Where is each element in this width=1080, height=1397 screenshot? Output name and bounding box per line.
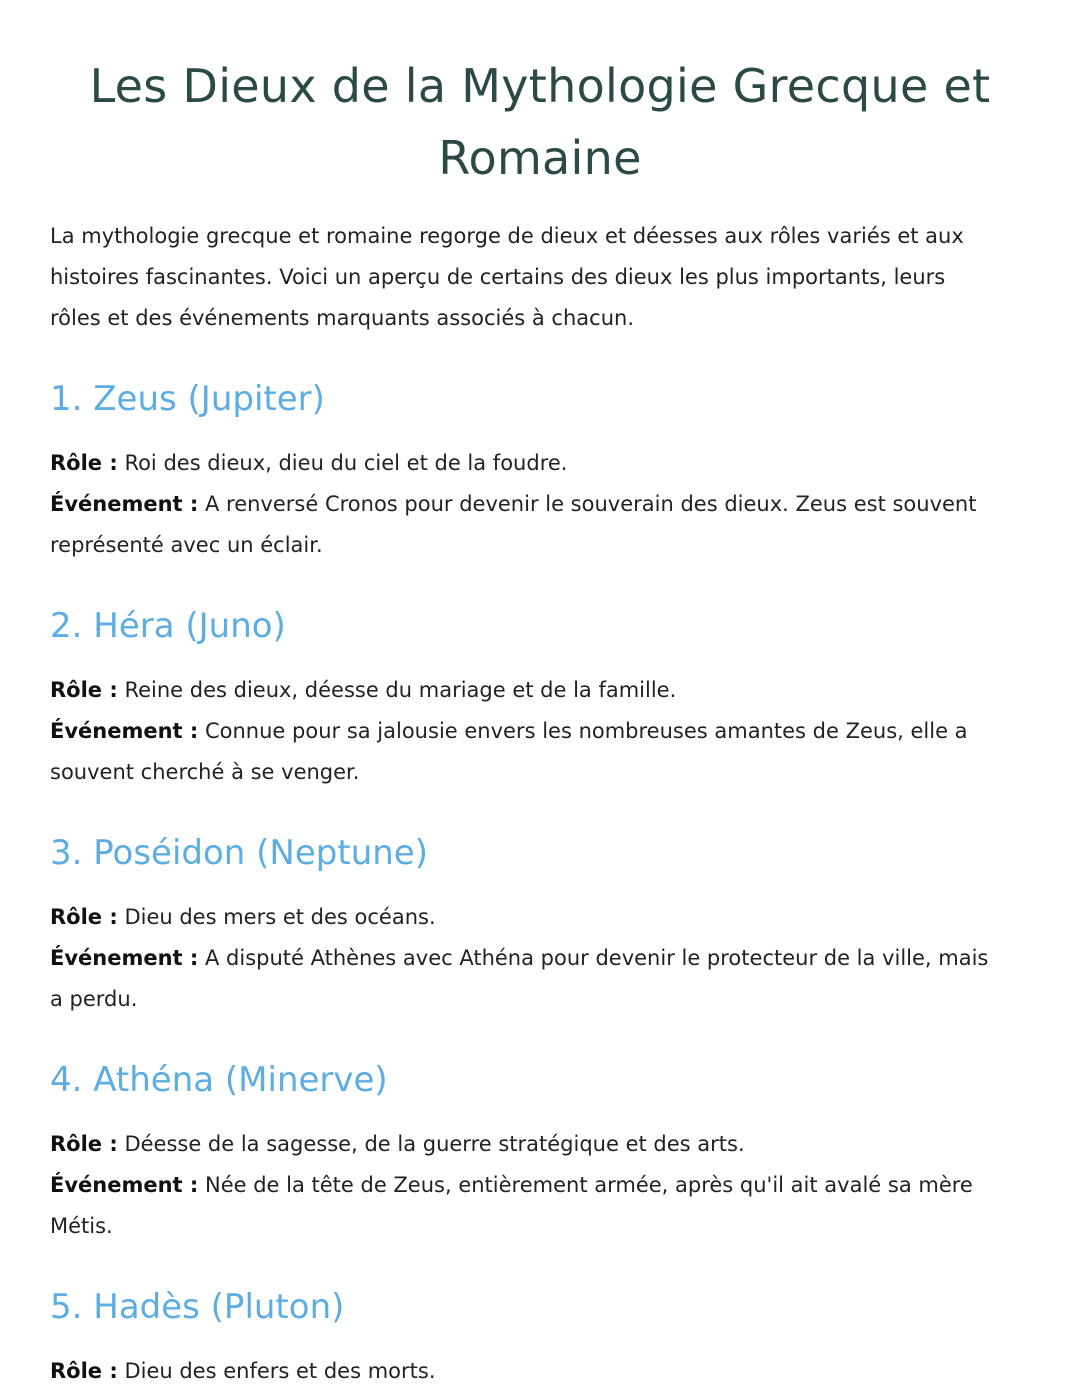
- god-section-hades: [50, 1283, 1030, 1392]
- role-line: [50, 1124, 990, 1165]
- section-heading: 4. Athéna (Minerve): [50, 1060, 388, 1100]
- role-line: [50, 1351, 990, 1392]
- role-label: Rôle :: [50, 451, 118, 475]
- god-section-athena: [50, 1056, 1030, 1247]
- section-heading: 3. Poséidon (Neptune): [50, 833, 428, 873]
- role-text: Déesse de la sagesse, de la guerre stratégique et des arts.: [124, 1132, 745, 1156]
- section-heading: 1. Zeus (Jupiter): [50, 379, 325, 419]
- role-text: Dieu des enfers et des morts.: [124, 1359, 436, 1383]
- role-line: [50, 443, 990, 484]
- event-label: Événement :: [50, 719, 199, 743]
- god-section-zeus: [50, 375, 1030, 566]
- intro-paragraph: La mythologie grecque et romaine regorge de dieux et déesses aux rôles variés et aux histoires fascinantes. Voici un aperçu de certains des dieux les plus importants, leurs rôles et des événements marquants associés à chacun.: [50, 224, 964, 330]
- section-heading: 5. Hadès (Pluton): [50, 1287, 345, 1327]
- role-line: [50, 670, 990, 711]
- event-text: A disputé Athènes avec Athéna pour devenir le protecteur de la ville, mais a perdu.: [50, 946, 989, 1011]
- event-label: Événement :: [50, 946, 199, 970]
- event-line: [50, 711, 990, 793]
- section-body: [50, 1351, 990, 1392]
- role-label: Rôle :: [50, 905, 118, 929]
- god-section-poseidon: [50, 829, 1030, 1020]
- page-title: Les Dieux de la Mythologie Grecque et Romaine: [89, 59, 991, 185]
- event-line: [50, 484, 990, 566]
- role-line: [50, 897, 990, 938]
- section-body: [50, 897, 990, 1020]
- event-label: Événement :: [50, 1173, 199, 1197]
- section-body: [50, 443, 990, 566]
- role-text: Dieu des mers et des océans.: [124, 905, 436, 929]
- section-heading: 2. Héra (Juno): [50, 606, 286, 646]
- section-body: [50, 1124, 990, 1247]
- role-text: Roi des dieux, dieu du ciel et de la foudre.: [124, 451, 568, 475]
- role-label: Rôle :: [50, 1359, 118, 1383]
- role-text: Reine des dieux, déesse du mariage et de la famille.: [124, 678, 677, 702]
- section-body: [50, 670, 990, 793]
- event-line: [50, 938, 990, 1020]
- event-text: A renversé Cronos pour devenir le souverain des dieux. Zeus est souvent représenté avec un éclair.: [50, 492, 977, 557]
- event-line: [50, 1165, 990, 1247]
- event-label: Événement :: [50, 492, 199, 516]
- event-text: Connue pour sa jalousie envers les nombreuses amantes de Zeus, elle a souvent cherché à se venger.: [50, 719, 968, 784]
- role-label: Rôle :: [50, 1132, 118, 1156]
- god-section-hera: [50, 602, 1030, 793]
- role-label: Rôle :: [50, 678, 118, 702]
- event-text: Née de la tête de Zeus, entièrement armée, après qu'il ait avalé sa mère Métis.: [50, 1173, 973, 1238]
